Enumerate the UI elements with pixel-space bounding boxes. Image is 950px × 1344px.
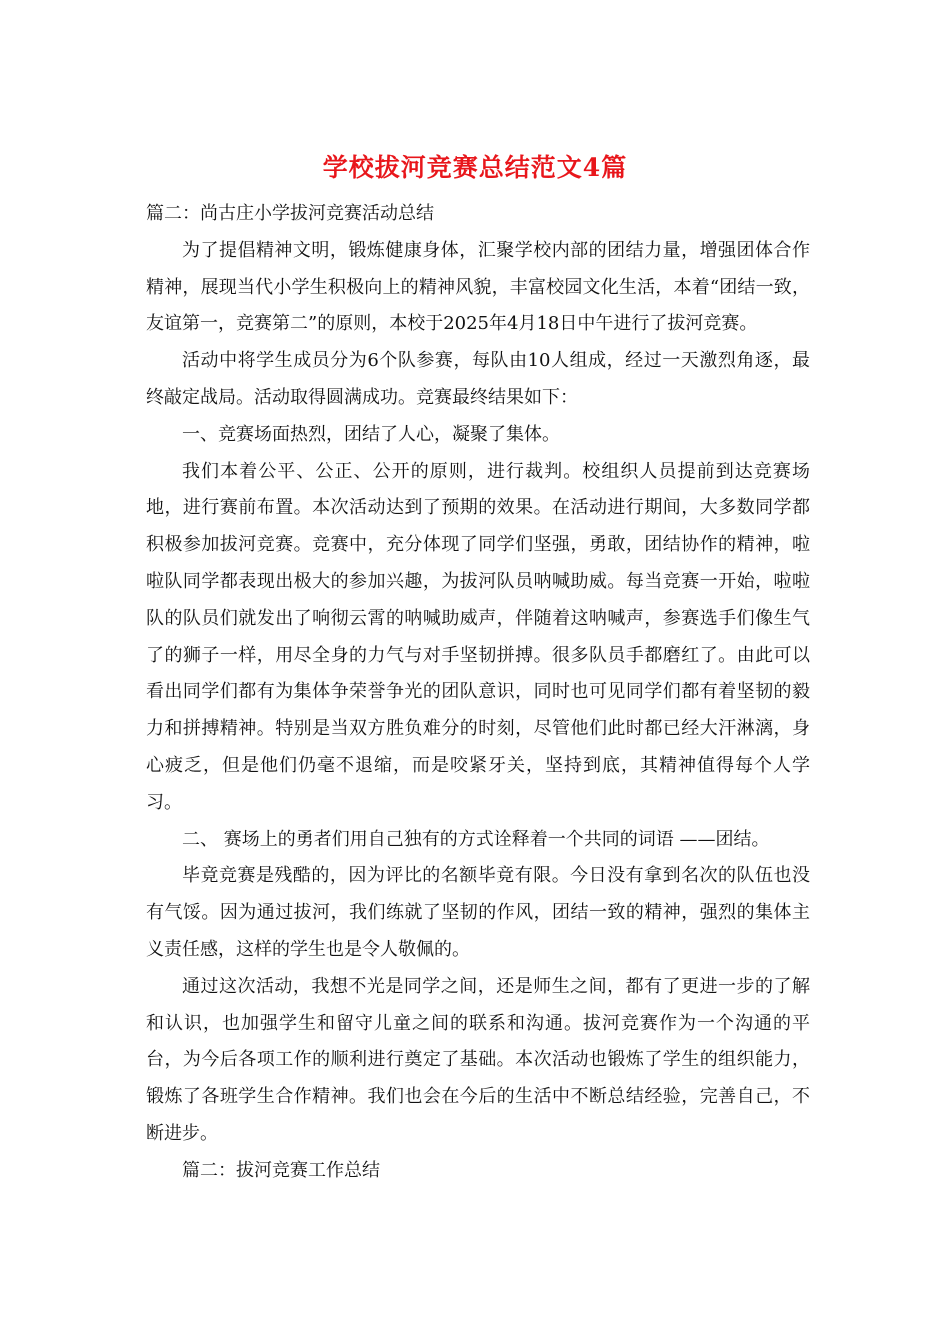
paragraph-fairness: 我们本着公平、公正、公开的原则，进行裁判。校组织人员提前到达竞赛场地，进行赛前布置。本次活动达到了预期的效果。在活动进行期间，大多数同学都积极参加拔河竞赛。竞赛中，充分体现了同学们坚强，勇敢，团结协作的精神，啦啦队同学都表现出极大的参加兴趣，为拔河队员呐喊助威。每当竞赛一开始，啦啦队的队员们就发出了响彻云霄的呐喊助威声，伴随着这呐喊声，参赛选手们像生气了的狮子一样，用尽全身的力气与对手坚韧拼搏。很多队员手都磨红了。由此可以看出同学们都有为集体争荣誉争光的团队意识，同时也可见同学们都有着坚韧的毅力和拼搏精神。特别是当双方胜负难分的时刻，尽管他们此时都已经大汗淋漓，身心疲乏，但是他们仍毫不退缩，而是咬紧牙关，坚持到底，其精神值得每个人学习。 [146,460,810,813]
document-title: 学校拔河竞赛总结范文4篇 [322,153,628,182]
paragraph-intro: 为了提倡精神文明，锻炼健康身体，汇聚学校内部的团结力量，增强团体合作精神，展现当代小学生积极向上的精神风貌，丰富校园文化生活，本着“团结一致，友谊第一，竞赛第二”的原则，本校于2025年4月18日中午进行了拔河竞赛。 [146,239,810,335]
paragraph-point-two: 二、 赛场上的勇者们用自己独有的方式诠释着一个共同的词语 ——团结。 [182,828,770,850]
paragraph-point-one: 一、竞赛场面热烈，团结了人心，凝聚了集体。 [182,423,560,445]
document-body [146,196,810,1190]
paragraph-competition: 毕竟竞赛是残酷的，因为评比的名额毕竟有限。今日没有拿到名次的队伍也没有气馁。因为通过拔河，我们练就了坚韧的作风，团结一致的精神，强烈的集体主义责任感，这样的学生也是令人敬佩的。 [146,865,810,960]
paragraph-conclusion: 通过这次活动，我想不光是同学之间，还是师生之间，都有了更进一步的了解和认识，也加强学生和留守儿童之间的联系和沟通。拔河竞赛作为一个沟通的平台，为今后各项工作的顺利进行奠定了基础。本次活动也锻炼了学生的组织能力，锻炼了各班学生合作精神。我们也会在今后的生活中不断总结经验，完善自己，不断进步。 [146,975,810,1144]
section-heading: 篇二：尚古庄小学拔河竞赛活动总结 [146,203,434,224]
section-heading-next: 篇二：拔河竞赛工作总结 [182,1159,380,1181]
paragraph-teams: 活动中将学生成员分为6个队参赛，每队由10人组成，经过一天激烈角逐，最终敲定战局。活动取得圆满成功。竞赛最终结果如下： [146,350,810,408]
